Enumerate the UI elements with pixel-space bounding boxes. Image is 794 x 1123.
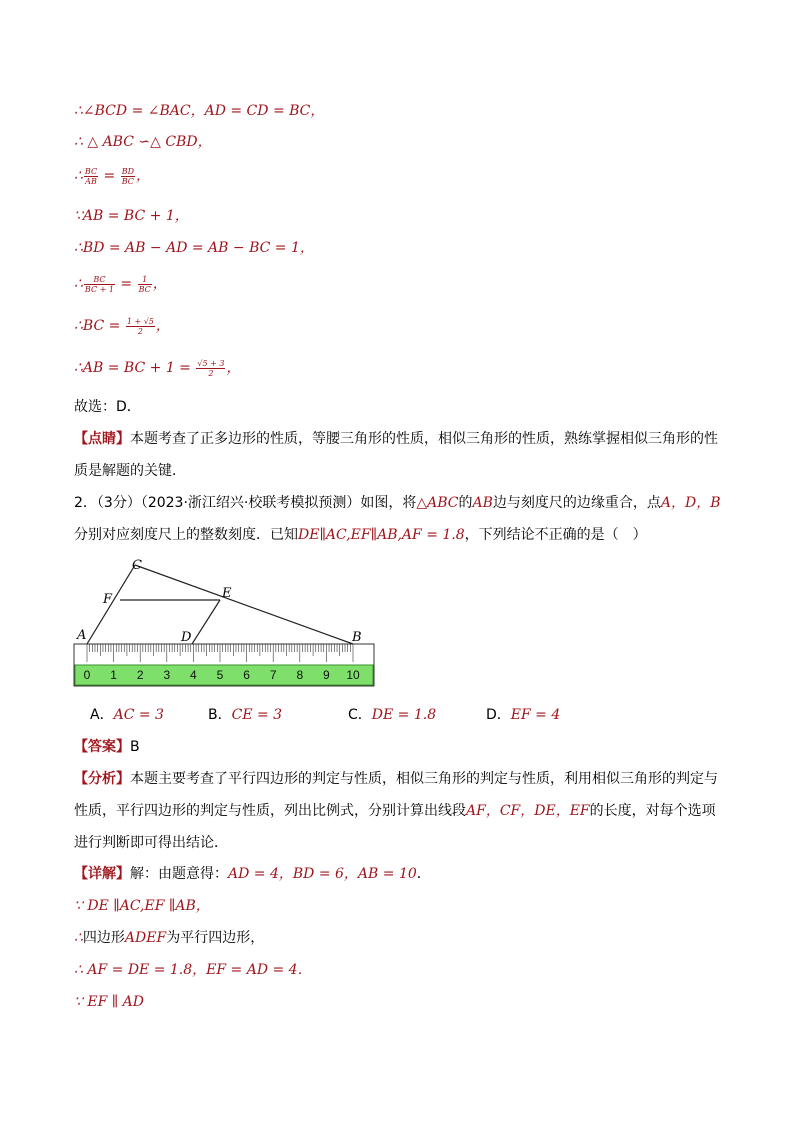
given-conditions: DE∥AC,EF∥AB,AF = 1.8 [298,527,465,543]
fraction-bd-bc [121,167,135,186]
fraction-denominator: BC [138,284,151,294]
option-a[interactable] [90,705,164,725]
analysis-tag: 【分析】 [74,771,130,787]
fraction-ab-value [196,359,225,378]
segment-ab: AB [472,495,493,511]
fraction-numerator: √5 + 3 [197,358,225,368]
detail-end: ． [416,866,431,882]
step-line-2: ∴ △ ABC ∽△ CBD， [74,134,212,150]
ruler-number: 9 [323,668,330,682]
ruler-number: 10 [346,668,360,682]
line-de [192,600,220,644]
fraction-numerator: 1 [138,275,152,285]
analysis-paragraph [74,763,724,859]
fraction-numerator: BC [84,166,98,176]
step-line-5: ∴BD = AB − AD = AB − BC = 1， [74,240,314,256]
option-letter: D． [486,707,511,723]
comment-tag: 【点睛】 [74,431,130,447]
ruler-number: 3 [163,668,171,682]
therefore-symbol: ∴ [74,276,83,292]
line-cb [135,565,353,644]
fraction-numerator: 1 + √5 [126,316,154,326]
ruler-number: 7 [269,668,277,682]
fraction-bc-ab [84,167,98,186]
question-text: 边与刻度尺的边缘重合，点 [492,495,661,511]
option-c[interactable] [348,705,436,725]
detail-tag: 【详解】 [74,866,130,882]
step-line-1: ∴∠BCD = ∠BAC，AD = CD = BC， [74,103,325,119]
fraction-denominator: BC [121,176,134,186]
answer-value: B [130,739,140,755]
point-label-a: A [77,628,87,643]
therefore-symbol: ∴ [74,930,83,946]
answer-line [74,737,140,757]
option-expression: DE = 1.8 [371,707,437,723]
comma: ， [136,168,151,184]
option-b[interactable] [208,705,282,725]
option-letter: A． [90,707,114,723]
ruler-number: 5 [216,668,224,682]
fraction-denominator: 2 [208,368,214,378]
step-line-8 [74,358,240,378]
question-text: 的 [458,495,473,511]
comment-text: 本题考查了正多边形的性质，等腰三角形的性质，相似三角形的性质，熟练掌握相似三角形的性质是解题的关键． [74,431,718,479]
detail-line-1: ∵ DE ∥AC,EF ∥AB， [74,898,210,914]
ruler-number: 8 [296,668,304,682]
point-label-b: B [352,630,362,645]
question-text: 分别对应刻度尺上的整数刻度．已知 [74,527,298,543]
fraction-1-bc [138,275,152,294]
quadrilateral-adef: ADEF [124,930,167,946]
equals-sign: = [115,276,137,292]
ruler-triangle-figure [72,555,378,690]
detail-line-4: ∵ EF ∥ AD [74,994,144,1010]
fraction-numerator: BD [121,166,135,176]
comma: ， [155,318,170,334]
equals-sign: = [99,168,120,184]
therefore-symbol: ∴ [74,168,83,184]
option-d[interactable] [486,705,560,725]
comma: ， [226,360,241,376]
bc-equals: ∴BC = [74,318,125,334]
detail-line-2 [74,928,264,948]
question-text: ，下列结论不正确的是（ ） [464,527,647,543]
point-label-d: D [181,630,192,645]
option-letter: C． [348,707,372,723]
fraction-bc-value [126,317,155,336]
analysis-text: 的长度，对每个选项进行判断即可得出结论． [74,803,716,851]
question-number: 2．（3分）（2023·浙江绍兴·校联考模拟预测）如图，将 [74,495,417,511]
choice-line: 故选：D． [74,399,141,415]
fraction-denominator: BC + 1 [84,284,114,294]
point-label-e: E [222,586,232,601]
detail-line-3: ∴ AF = DE = 1.8，EF = AD = 4． [74,962,312,978]
option-expression: EF = 4 [510,707,561,723]
fraction-denominator: AB [85,176,97,186]
comment-paragraph [74,423,724,487]
ruler-number: 1 [110,668,117,682]
option-expression: CE = 3 [231,707,283,723]
ruler-number: 6 [243,668,250,682]
triangle-abc: △ABC [416,495,459,511]
ruler-number: 2 [136,668,144,682]
comma: ， [152,276,167,292]
point-label-f: F [103,592,113,607]
detail-lead: 解：由题意得： [130,866,228,882]
step-line-7 [74,316,170,336]
answer-tag: 【答案】 [74,739,130,755]
ab-equals: ∴AB = BC + 1 = [74,360,196,376]
detail-text: 四边形 [82,930,125,946]
point-label-c: C [132,558,142,573]
points-adb: A，D，B [660,495,721,511]
analysis-text: 本题主要考查了平行四边形的判定与性质，相似三角形的判定与性质，利用相似三角形的判定与性质，平行四边形的判定与性质，列出比例式，分别计算出线段 [74,771,718,819]
question-paragraph [74,487,724,551]
step-line-3 [74,166,150,186]
detail-line [74,864,431,884]
fraction-numerator: BC [84,275,115,285]
step-line-4: ∵AB = BC + 1， [74,208,189,224]
step-line-6 [74,274,167,294]
detail-text: 为平行四边形， [166,930,265,946]
option-letter: B． [208,707,232,723]
ruler-number: 4 [190,668,197,682]
fraction-bc-bc1 [84,275,115,294]
detail-values: AD = 4，BD = 6，AB = 10 [228,866,417,882]
fraction-denominator: 2 [137,326,143,336]
ruler-number: 0 [83,668,91,682]
analysis-segments: AF，CF，DE，EF [466,803,590,819]
option-expression: AC = 3 [113,707,164,723]
